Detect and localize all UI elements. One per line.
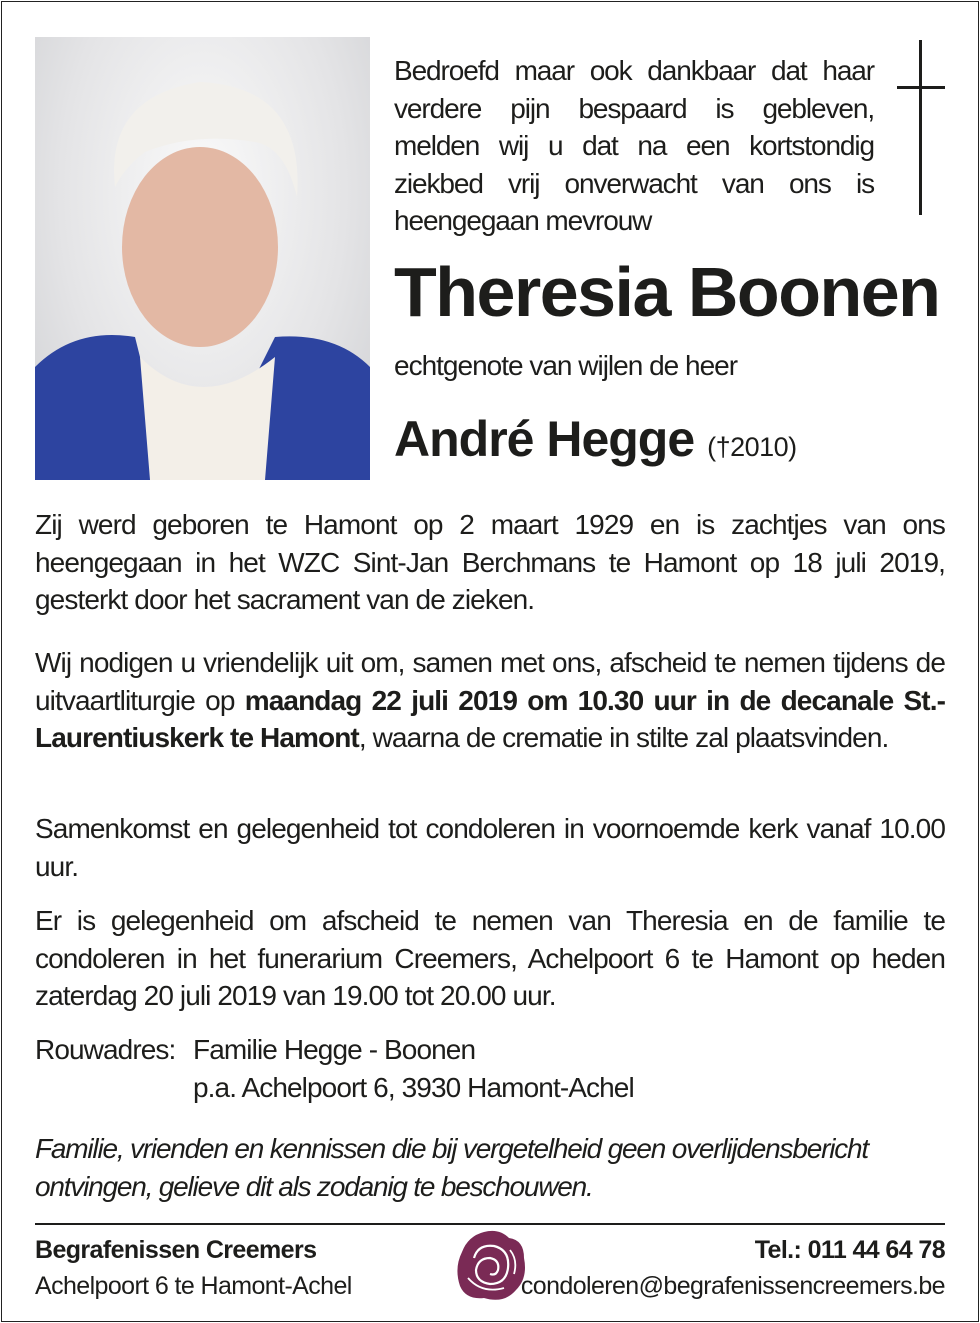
spouse-line <box>394 410 797 468</box>
spouse-intro: echtgenote van wijlen de heer <box>394 350 738 381</box>
viewing-paragraph <box>35 902 945 1015</box>
paragraph-text: Wij nodigen u vriendelijk uit om, samen met ons, afscheid te nemen tijdens de uitvaartliturgie op <box>35 647 945 716</box>
footer-divider <box>35 1223 945 1225</box>
deceased-name: Theresia Boonen <box>394 253 940 331</box>
company-name: Begrafenissen Creemers <box>35 1236 317 1264</box>
paragraph-text: Zij werd geboren te Hamont op 2 maart 1929 en is zachtjes van ons heengegaan in het WZC Sint-Jan Berchmans te Hamont op 18 juli 2019, gesterkt door het sacrament van de zieken. <box>35 509 945 615</box>
spouse-name: André Hegge <box>394 411 695 467</box>
address-label: Rouwadres: <box>35 1034 176 1065</box>
address-line1: Familie Hegge - Boonen <box>193 1034 476 1065</box>
gathering-paragraph <box>35 810 945 885</box>
notice-note: Familie, vrienden en kennissen die bij vergetelheid geen overlijdensbericht ontvingen, gelieve dit als zodanig te beschouwen. <box>35 1133 868 1202</box>
portrait-photo <box>35 37 370 480</box>
spouse-death-year: (†2010) <box>707 432 797 462</box>
paragraph-text: Samenkomst en gelegenheid tot condoleren in voornoemde kerk vanaf 10.00 uur. <box>35 813 945 882</box>
rose-logo-icon <box>454 1228 528 1304</box>
paragraph-text: , waarna de crematie in stilte zal plaatsvinden. <box>358 722 889 753</box>
address-line2: p.a. Achelpoort 6, 3930 Hamont-Achel <box>193 1071 634 1103</box>
cross-icon <box>919 40 922 215</box>
company-phone: Tel.: 011 44 64 78 <box>754 1236 945 1264</box>
funeral-details: maandag 22 juli 2019 om 10.30 uur in de decanale St.-Laurentiuskerk te Hamont <box>35 684 945 753</box>
birth-death-paragraph <box>35 506 945 619</box>
paragraph-text: Er is gelegenheid om afscheid te nemen van Theresia en de familie te condoleren in het funerarium Creemers, Achelpoort 6 te Hamont op heden zaterdag 20 juli 2019 van 19.00 tot 20.00 uur. <box>35 905 945 1011</box>
company-address: Achelpoort 6 te Hamont-Achel <box>35 1272 352 1300</box>
company-email[interactable]: condoleren@begrafenissencreemers.be <box>520 1272 945 1300</box>
mourning-address <box>35 1031 634 1106</box>
cross-icon-bar <box>897 86 945 89</box>
funeral-paragraph <box>35 644 945 757</box>
intro-text: Bedroefd maar ook dankbaar dat haar verdere pijn bespaard is gebleven, melden wij u dat na een kortstondig ziekbed vrij onverwacht van ons is heengegaan mevrouw <box>394 55 874 236</box>
